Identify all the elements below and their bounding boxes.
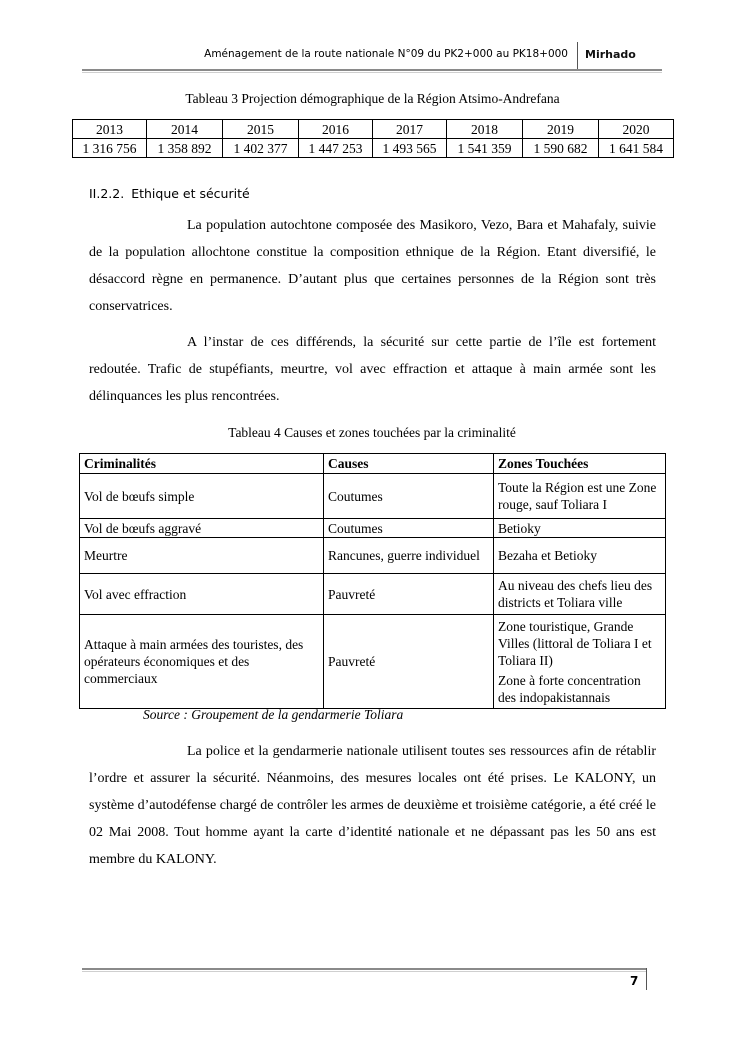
zone-cell: Au niveau des chefs lieu des districts et Toliara ville [494, 574, 666, 615]
table-row [80, 474, 666, 519]
section-number: II.2.2. [89, 186, 125, 201]
section-heading [89, 186, 250, 201]
header-separator [577, 42, 578, 70]
header-rule [82, 69, 662, 71]
column-header: Zones Touchées [494, 454, 666, 474]
table4-caption: Tableau 4 Causes et zones touchées par la criminalité [228, 425, 516, 440]
population-cell: 1 447 253 [299, 139, 373, 158]
footer-rule-thin [82, 971, 647, 972]
crime-cell: Meurtre [80, 538, 324, 574]
zone-cell: Betioky [494, 519, 666, 538]
column-header: Causes [324, 454, 494, 474]
paragraph-ethnic-composition: La population autochtone composée des Masikoro, Vezo, Bara et Mahafaly, suivie de la population allochtone constitue la composition ethnique de la Région. Etant diversifié, le désaccord règne en permanence. D’autant plus que certaines personnes de la Région sont très conservatrices. [89, 218, 656, 314]
paragraph-police-kalony: La police et la gendarmerie nationale utilisent toutes ses ressources afin de rétablir l’ordre et assurer la sécurité. Néanmoins, des mesures locales ont été prises. Le KALONY, un système d’autodéfense chargé de contrôler les armes de deuxième et troisième catégorie, a été créé le 02 Mai 2008. Tout homme ayant la carte d’identité nationale et ne dépassant pas les 50 ans est membre du KALONY. [89, 744, 656, 867]
cause-cell: Coutumes [324, 474, 494, 519]
page-number: 7 [630, 974, 639, 988]
cause-cell: Pauvreté [324, 615, 494, 709]
paragraph-security: A l’instar de ces différends, la sécurité sur cette partie de l’île est fortement redoutée. Trafic de stupéfiants, meurtre, vol avec effraction et attaque à main armée sont les délinquances les plus rencontrées. [89, 335, 656, 404]
year-cell: 2020 [599, 120, 674, 139]
table-row [80, 615, 666, 709]
crime-cell: Vol de bœufs aggravé [80, 519, 324, 538]
crime-cell: Vol de bœufs simple [80, 474, 324, 519]
year-cell: 2015 [223, 120, 299, 139]
zone-cell: Toute la Région est une Zone rouge, sauf Toliara I [494, 474, 666, 519]
population-cell: 1 493 565 [373, 139, 447, 158]
year-cell: 2016 [299, 120, 373, 139]
table4-source: Source : Groupement de la gendarmerie Toliara [143, 707, 404, 722]
header-brand: Mirhado [585, 48, 636, 61]
zone-text: Zone touristique, Grande Villes (littoral de Toliara I et Toliara II) [498, 618, 652, 668]
section-title: Ethique et sécurité [131, 186, 250, 201]
year-cell: 2019 [523, 120, 599, 139]
crime-cell: Attaque à main armées des touristes, des opérateurs économiques et des commerciaux [80, 615, 324, 709]
header-title: Aménagement de la route nationale N°09 du PK2+000 au PK18+000 [204, 48, 568, 60]
footer-separator [646, 968, 647, 990]
cause-cell: Coutumes [324, 519, 494, 538]
crime-cell: Vol avec effraction [80, 574, 324, 615]
population-cell: 1 541 359 [447, 139, 523, 158]
header-rule-thin [82, 72, 662, 73]
table3-caption: Tableau 3 Projection démographique de la Région Atsimo-Andrefana [185, 91, 560, 106]
cause-cell: Rancunes, guerre individuel [324, 538, 494, 574]
footer-rule [82, 968, 647, 970]
table3-year-row [73, 120, 674, 139]
population-cell: 1 641 584 [599, 139, 674, 158]
population-projection-table [72, 119, 674, 158]
population-cell: 1 358 892 [147, 139, 223, 158]
table3-value-row [73, 139, 674, 158]
table-row [80, 519, 666, 538]
table-row [80, 574, 666, 615]
year-cell: 2018 [447, 120, 523, 139]
zone-cell: Bezaha et Betioky [494, 538, 666, 574]
population-cell: 1 590 682 [523, 139, 599, 158]
population-cell: 1 402 377 [223, 139, 299, 158]
cause-cell: Pauvreté [324, 574, 494, 615]
year-cell: 2014 [147, 120, 223, 139]
year-cell: 2013 [73, 120, 147, 139]
population-cell: 1 316 756 [73, 139, 147, 158]
year-cell: 2017 [373, 120, 447, 139]
table4-header-row [80, 454, 666, 474]
zone-text-secondary: Zone à forte concentration des indopakistannais [498, 672, 641, 705]
column-header: Criminalités [80, 454, 324, 474]
zone-cell [494, 615, 666, 709]
criminality-table [79, 453, 666, 709]
table-row [80, 538, 666, 574]
